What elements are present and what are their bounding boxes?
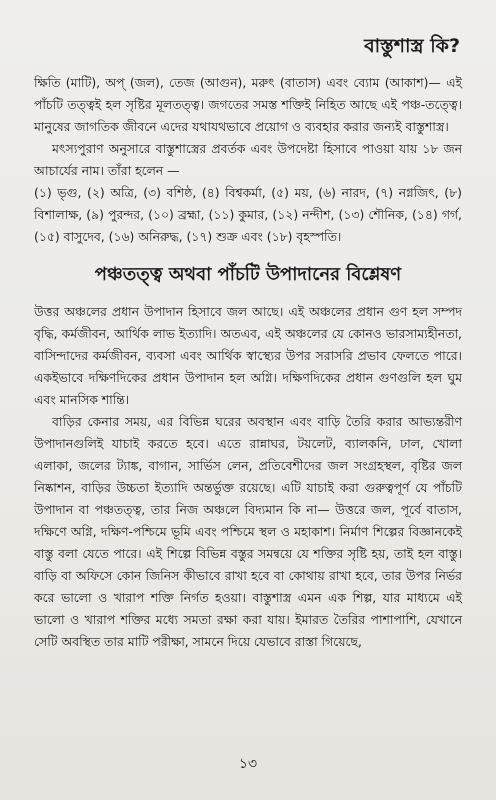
paragraph-acharyas-list: (১) ভৃগু, (২) অত্রি, (৩) বশিষ্ঠ, (৪) বিশ্বকর্মা, (৫) ময়, (৬) নারদ, (৭) নগ্নজিৎ, (৮) বিশালাক্ষ, (৯) পুরন্দর, (১০) ব্রহ্মা, (১১) কুমার, (১২) নন্দীশ, (১৩) শৌনিক, (১৪) গর্গ, (১৫) বাসুদেব, (১৬) অনিরুদ্ধ, (১৭) শুক্র এবং (১৮) বৃহস্পতি। (34, 185, 462, 244)
bleed-through-text (34, 4, 462, 26)
section-heading: পঞ্চতত্ত্ব অথবা পাঁচটি উপাদানের বিশ্লেষণ (94, 264, 402, 285)
paragraph-five-elements: ক্ষিতি (মাটি), অপ্ (জল), তেজ (আগুন), মরুৎ (বাতাস) এবং ব্যোম (আকাশ)— এই পাঁচটি তত্ত্বই হল সৃষ্টির মূলতত্ত্ব। জগতের সমস্ত শক্তিই নিহিত আছে এই পঞ্চ-তত্ত্বে। মানুষের জাগতিক জীবনে এদের যথাযথভাবে প্রয়োগ ও ব্যবহার করার জন্যই বাস্তুশাস্ত্র। (34, 75, 462, 134)
paragraph-north-south: উত্তর অঞ্চলের প্রধান উপাদান হিসাবে জল আছে। এই অঞ্চলের প্রধান গুণ হল সম্পদ বৃদ্ধি, কর্মজীবন, আর্থিক লাভ ইত্যাদি। অতএব, এই অঞ্চলের যে কোনও ভারসাম্যহীনতা, বাসিন্দাদের কর্মজীবন, ব্যবসা এবং আর্থিক স্বাস্থ্যের উপর সরাসরি প্রভাব ফেলতে পারে। একইভাবে দক্ষিণদিকের প্রধান উপাদান হল অগ্নি। দক্ষিণদিকের প্রধান গুণগুলি হল ঘুম এবং মানসিক শান্তি। (34, 304, 462, 407)
page-title: বাস্তুশাস্ত্র কি? (364, 35, 460, 57)
paragraph-acharyas-intro: মৎস্যপুরাণ অনুসারে বাস্তুশাস্ত্রের প্রবর্তক এবং উপদেষ্টা হিসাবে পাওয়া যায় ১৮ জন আচার্যের নাম। তাঁরা হলেন — (34, 141, 462, 178)
paragraph-house-elements: বাড়ির কেনার সময়, এর বিভিন্ন ঘরের অবস্থান এবং বাড়ি তৈরি করার আভ্যন্তরীণ উপাদানগুলিই যাচাই করতে হবে। এতে রান্নাঘর, টয়লেট, ব্যালকনি, ঢাল, খোলা এলাকা, জলের ট্যাঙ্ক, বাগান, সার্ভিস লেন, প্রতিবেশীদের জল সংগ্রহস্থল, বৃষ্টির জল নিষ্কাশন, বাড়ির উচ্চতা ইত্যাদি অন্তর্ভুক্ত রয়েছে। এটি যাচাই করা গুরুত্বপূর্ণ যে পাঁচটি উপাদান বা পঞ্চতত্ত্ব, তার নিজ অঞ্চলে বিদ্যমান কি না— উত্তরে জল, পূর্বে বাতাস, দক্ষিণে অগ্নি, দক্ষিণ-পশ্চিমে ভূমি এবং পশ্চিমে স্থল ও মহাকাশ। নির্মাণ শিল্পের বিজ্ঞানকেই বাস্তু বলা যেতে পারে। এই শিল্পে বিভিন্ন বস্তুর সমন্বয়ে যে শক্তির সৃষ্টি হয়, তাই হল বাস্তু। বাড়ি বা অফিসে কোন জিনিস কীভাবে রাখা হবে বা কোথায় রাখা হবে, তার উপর নির্ভর করে ভালো ও খারাপ শক্তি নির্গত হওয়া। বাস্তুশাস্ত্র এমন এক শিল্প, যার মাধ্যমে এই ভালো ও খারাপ শক্তির মধ্যে সমতা রক্ষা করা যায়। ইমারত তৈরির পাশাপাশি, যেখানে সেটি অবস্থিত তার মাটি পরীক্ষা, সামনে দিয়ে যেভাবে রাস্তা গিয়েছে, (34, 414, 462, 649)
page-number: ১৩ (238, 756, 258, 772)
